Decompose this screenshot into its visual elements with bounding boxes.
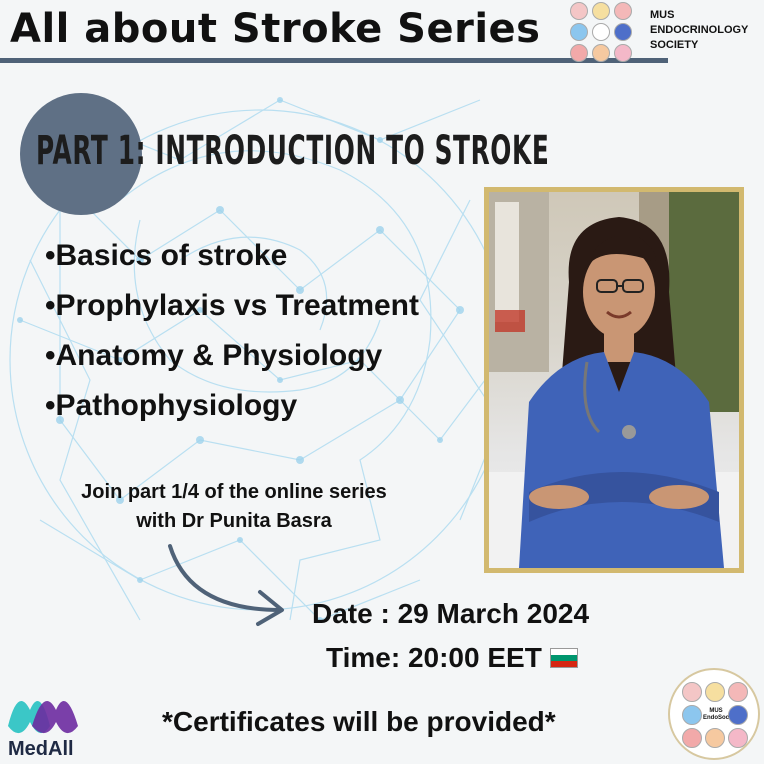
society-name: MUS ENDOCRINOLOGY SOCIETY xyxy=(650,9,749,51)
badge-label: MUS EndoSoc xyxy=(702,708,729,721)
society-logo-icon xyxy=(570,2,636,58)
join-description: Join part 1/4 of the online series with Dr Punita Basra xyxy=(81,481,387,532)
topic-item: •Anatomy & Physiology xyxy=(45,339,383,372)
speaker-illustration xyxy=(489,192,739,568)
speaker-photo xyxy=(484,187,744,573)
title-underline xyxy=(0,58,668,63)
society-badge-icon xyxy=(668,668,760,760)
event-time-row xyxy=(326,642,578,674)
topic-item: •Prophylaxis vs Treatment xyxy=(45,289,419,322)
event-time: Time: 20:00 EET xyxy=(326,642,542,673)
curved-arrow-icon xyxy=(160,540,290,630)
certificates-note: *Certificates will be provided* xyxy=(162,706,556,737)
poster-title: All about Stroke Series xyxy=(10,6,541,52)
bulgaria-flag-icon xyxy=(550,648,578,668)
topic-item: •Basics of stroke xyxy=(45,239,288,272)
part-title: PART 1: INTRODUCTION TO STROKE xyxy=(36,128,550,174)
topic-item: •Pathophysiology xyxy=(45,389,298,422)
topic-list xyxy=(45,236,419,436)
medall-name: MedAll xyxy=(8,738,74,760)
event-date: Date : 29 March 2024 xyxy=(312,598,590,629)
